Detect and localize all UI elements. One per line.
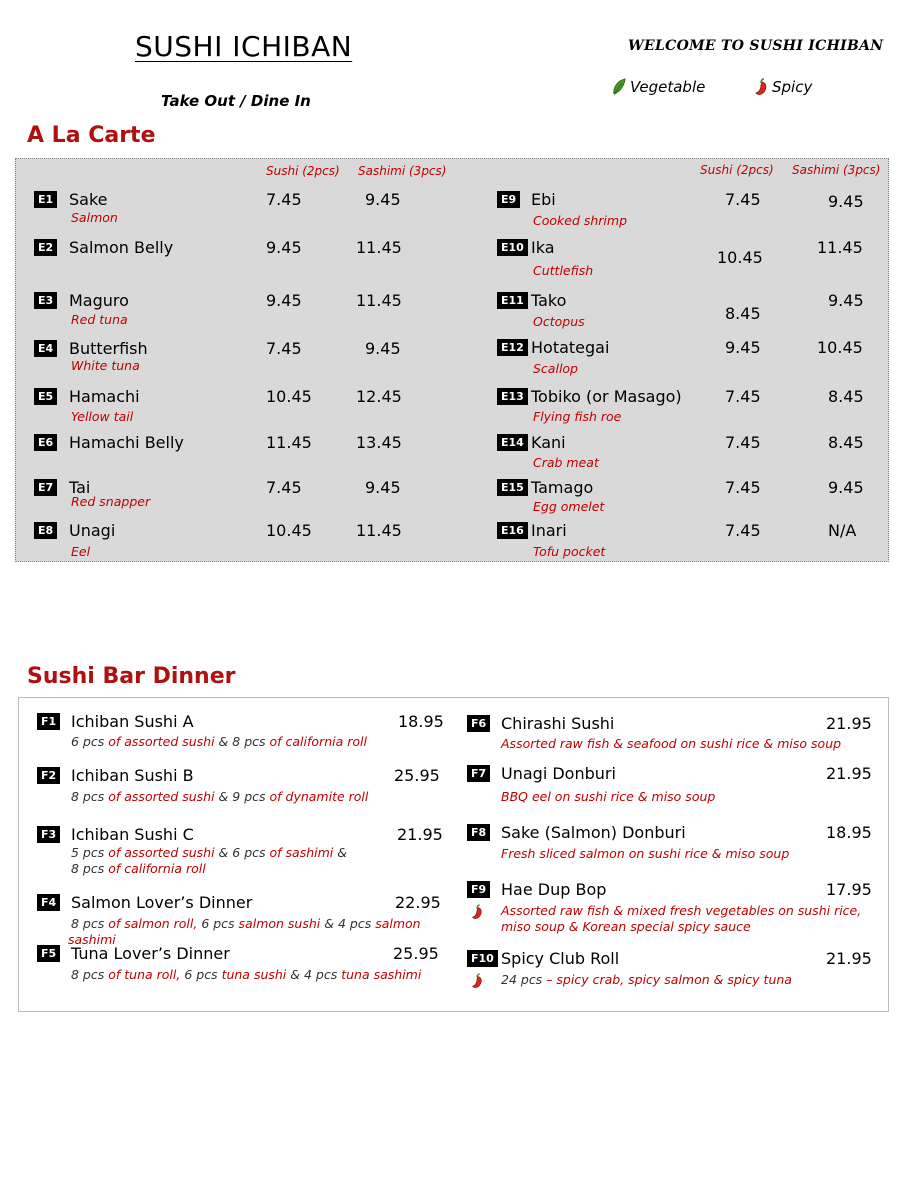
legend-spicy [753, 78, 812, 96]
description-part: – spicy crab, spicy salmon & spicy tuna [546, 972, 792, 987]
sashimi-price: 9.45 [365, 478, 401, 497]
col-header-sushi: Sushi (2pcs) [266, 164, 340, 178]
item-name: Inari [531, 521, 567, 540]
item-description: Yellow tail [71, 409, 134, 424]
sushi-bar-dinner-title: Sushi Bar Dinner [27, 664, 236, 689]
item-code: F1 [37, 713, 60, 730]
item-code: E16 [497, 522, 528, 539]
item-code: F7 [467, 765, 490, 782]
description-part: & 4 pcs [324, 916, 376, 931]
sushi-price: 7.45 [725, 433, 761, 452]
description-part: 8 pcs [71, 861, 109, 876]
item-code: F5 [37, 945, 60, 962]
sashimi-price: 8.45 [828, 433, 864, 452]
item-name: Sake (Salmon) Donburi [501, 823, 686, 842]
sashimi-price: N/A [828, 521, 857, 540]
sushi-price: 9.45 [725, 338, 761, 357]
item-code: E10 [497, 239, 528, 256]
item-code: E3 [34, 292, 57, 309]
description-part: 6 pcs [201, 916, 239, 931]
item-description [71, 734, 367, 749]
item-code: E1 [34, 191, 57, 208]
item-code: E13 [497, 388, 528, 405]
sashimi-price: 9.45 [365, 339, 401, 358]
item-name: Tamago [531, 478, 594, 497]
item-name: Maguro [69, 291, 129, 310]
item-code: E2 [34, 239, 57, 256]
item-price: 21.95 [397, 825, 443, 844]
sashimi-price: 11.45 [356, 291, 402, 310]
item-description: Salmon [71, 210, 118, 225]
item-code: F9 [467, 881, 490, 898]
description-part: sashimi [68, 932, 116, 947]
item-description [71, 967, 421, 982]
item-name: Hamachi Belly [69, 433, 184, 452]
item-description-line2 [501, 919, 751, 934]
sushi-price: 7.45 [266, 339, 302, 358]
item-description: Cooked shrimp [533, 213, 628, 228]
description-part: salmon sushi [238, 916, 325, 931]
sushi-price: 10.45 [717, 248, 763, 267]
item-description: Crab meat [533, 455, 599, 470]
sashimi-price: 11.45 [356, 238, 402, 257]
item-description: Egg omelet [533, 499, 605, 514]
item-description [501, 736, 841, 751]
sushi-price: 10.45 [266, 387, 312, 406]
description-part: of assorted sushi [108, 789, 219, 804]
item-description [501, 903, 861, 918]
description-part: 24 pcs [501, 972, 547, 987]
description-part: 8 pcs [71, 916, 109, 931]
description-part: of tuna roll, [108, 967, 185, 982]
description-part: of california roll [269, 734, 367, 749]
sushi-price: 7.45 [725, 387, 761, 406]
item-code: F6 [467, 715, 490, 732]
pepper-icon [470, 973, 484, 993]
item-name: Butterfish [69, 339, 148, 358]
description-part: & [337, 845, 347, 860]
description-part: 8 pcs [71, 967, 109, 982]
sushi-price: 7.45 [266, 190, 302, 209]
service-subtitle: Take Out / Dine In [161, 92, 311, 110]
sashimi-price: 8.45 [828, 387, 864, 406]
sashimi-price: 10.45 [817, 338, 863, 357]
sushi-price: 9.45 [266, 291, 302, 310]
item-code: E9 [497, 191, 520, 208]
item-name: Ebi [531, 190, 556, 209]
item-name: Hotategai [531, 338, 610, 357]
item-description: White tuna [71, 358, 140, 373]
item-price: 21.95 [826, 949, 872, 968]
item-description [71, 845, 347, 860]
description-part: BBQ eel on sushi rice & miso soup [501, 789, 716, 804]
a-la-carte-title: A La Carte [27, 123, 156, 148]
item-code: E15 [497, 479, 528, 496]
description-part: of sashimi [269, 845, 338, 860]
description-part: tuna sushi [221, 967, 291, 982]
item-code: E8 [34, 522, 57, 539]
item-code: E14 [497, 434, 528, 451]
item-price: 21.95 [826, 714, 872, 733]
description-part: & 4 pcs [290, 967, 342, 982]
description-part: & 9 pcs [218, 789, 270, 804]
sushi-price: 8.45 [725, 304, 761, 323]
item-name: Sake [69, 190, 108, 209]
item-code: E6 [34, 434, 57, 451]
item-price: 18.95 [398, 712, 444, 731]
item-description [501, 789, 715, 804]
description-part: of assorted sushi [108, 845, 219, 860]
item-name: Tuna Lover’s Dinner [71, 944, 230, 963]
description-part: & 8 pcs [218, 734, 270, 749]
item-description: Red tuna [71, 312, 128, 327]
description-part: Fresh sliced salmon on sushi rice & miso soup [501, 846, 790, 861]
restaurant-title: SUSHI ICHIBAN [135, 30, 353, 63]
sashimi-price: 9.45 [828, 291, 864, 310]
item-name: Unagi [69, 521, 116, 540]
legend-vegetable-label: Vegetable [630, 78, 706, 96]
item-name: Ika [531, 238, 555, 257]
sushi-price: 7.45 [725, 478, 761, 497]
item-code: F2 [37, 767, 60, 784]
item-description: Red snapper [71, 494, 151, 509]
item-description: Tofu pocket [533, 544, 606, 559]
item-description: Scallop [533, 361, 578, 376]
item-description: Eel [71, 544, 91, 559]
item-code: E5 [34, 388, 57, 405]
item-description [71, 916, 421, 931]
description-part: 8 pcs [71, 789, 109, 804]
item-name: Kani [531, 433, 566, 452]
item-description-line2 [71, 861, 206, 876]
vegetable-icon [611, 78, 627, 96]
item-name: Unagi Donburi [501, 764, 616, 783]
pepper-icon [753, 78, 769, 96]
item-name: Tai [69, 478, 91, 497]
description-part: 5 pcs [71, 845, 109, 860]
item-name: Ichiban Sushi A [71, 712, 194, 731]
item-name: Ichiban Sushi B [71, 766, 194, 785]
item-price: 22.95 [395, 893, 441, 912]
welcome-text: WELCOME TO SUSHI ICHIBAN [628, 38, 884, 54]
col-header-sashimi: Sashimi (3pcs) [358, 164, 447, 178]
sashimi-price: 11.45 [817, 238, 863, 257]
item-code: F4 [37, 894, 60, 911]
item-name: Chirashi Sushi [501, 714, 615, 733]
item-price: 21.95 [826, 764, 872, 783]
description-part: & 6 pcs [218, 845, 270, 860]
item-name: Spicy Club Roll [501, 949, 620, 968]
item-price: 25.95 [393, 944, 439, 963]
description-part: of salmon roll, [108, 916, 202, 931]
sashimi-price: 12.45 [356, 387, 402, 406]
item-code: E7 [34, 479, 57, 496]
item-name: Tako [531, 291, 567, 310]
item-price: 18.95 [826, 823, 872, 842]
sashimi-price: 11.45 [356, 521, 402, 540]
item-description: Octopus [533, 314, 585, 329]
item-price: 25.95 [394, 766, 440, 785]
item-code: E4 [34, 340, 57, 357]
description-part: Assorted raw fish & seafood on sushi rice & miso soup [501, 736, 842, 751]
description-part: tuna sashimi [341, 967, 422, 982]
item-price: 17.95 [826, 880, 872, 899]
description-part: 6 pcs [71, 734, 109, 749]
item-description: Cuttlefish [533, 263, 594, 278]
legend-spicy-label: Spicy [772, 78, 813, 96]
sashimi-price: 9.45 [828, 192, 864, 211]
item-code: F10 [467, 950, 498, 967]
item-name: Salmon Belly [69, 238, 174, 257]
legend-vegetable [611, 78, 705, 96]
sushi-price: 7.45 [725, 521, 761, 540]
col-header-sushi-right: Sushi (2pcs) [700, 163, 774, 177]
sushi-price: 7.45 [266, 478, 302, 497]
description-part: of assorted sushi [108, 734, 219, 749]
item-name: Hae Dup Bop [501, 880, 607, 899]
item-name: Tobiko (or Masago) [531, 387, 682, 406]
sushi-price: 7.45 [725, 190, 761, 209]
description-part: salmon [375, 916, 421, 931]
item-description [501, 972, 792, 987]
sashimi-price: 13.45 [356, 433, 402, 452]
description-part: of california roll [108, 861, 206, 876]
item-code: E12 [497, 339, 528, 356]
item-name: Ichiban Sushi C [71, 825, 194, 844]
col-header-sashimi-right: Sashimi (3pcs) [792, 163, 881, 177]
item-name: Hamachi [69, 387, 140, 406]
sushi-price: 10.45 [266, 521, 312, 540]
item-code: F3 [37, 826, 60, 843]
item-code: F8 [467, 824, 490, 841]
item-description [71, 789, 368, 804]
item-description [501, 846, 789, 861]
description-part: of dynamite roll [269, 789, 369, 804]
item-code: E11 [497, 292, 528, 309]
item-name: Salmon Lover’s Dinner [71, 893, 253, 912]
description-part: 6 pcs [184, 967, 222, 982]
sashimi-price: 9.45 [365, 190, 401, 209]
sushi-price: 11.45 [266, 433, 312, 452]
sushi-price: 9.45 [266, 238, 302, 257]
description-part: Assorted raw fish & mixed fresh vegetables on sushi rice, [501, 903, 862, 918]
description-part: miso soup & Korean special spicy sauce [501, 919, 751, 934]
sashimi-price: 9.45 [828, 478, 864, 497]
pepper-icon [470, 904, 484, 924]
item-description: Flying fish roe [533, 409, 622, 424]
